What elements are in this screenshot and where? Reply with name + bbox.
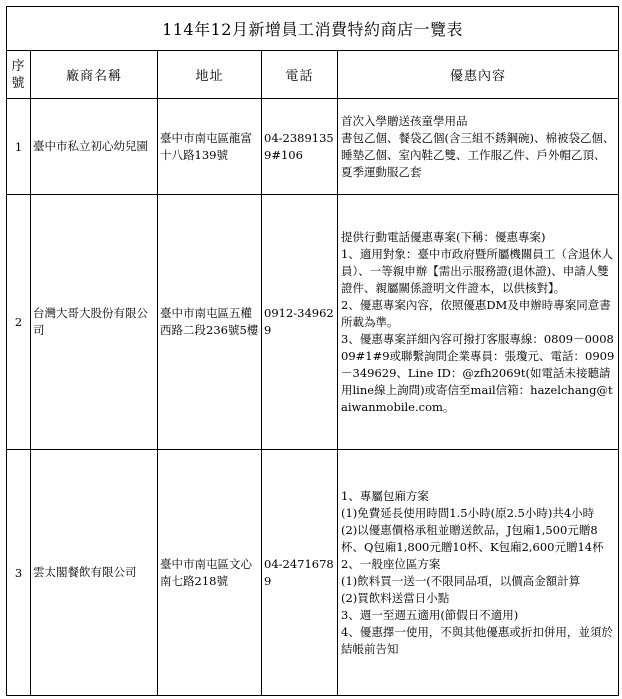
header-offer: 優惠內容 [338,51,619,99]
header-row [7,51,619,99]
row-address: 臺中市南屯區五權西路二段236號5樓 [158,195,262,450]
offer-line: 2、優惠專案內容，依照優惠DM及申辦時專案同意書所載為準。 [341,297,611,329]
row-name: 雲太閣餐飲有限公司 [31,450,158,696]
header-no [7,51,31,99]
offer-line: 3、優惠專案詳細內容可撥打客服專線：0809－000809#1#9或聯繫詢問企業專員：張瓊元、電話：0909－349629、Line ID：@zfh2069t(如電話未接聽請用line線上詢問)或寄信至mail信箱：hazelchang@taiwanmobile.com。 [341,331,615,414]
header-no-label: 序號 [11,58,26,91]
row-no: 1 [7,99,31,195]
table-row [7,450,619,696]
table-row [7,195,619,450]
document-title: 114年12月新增員工消費特約商店一覽表 [7,7,619,51]
row-address: 臺中市南屯區文心南七路218號 [158,450,262,696]
offer-line: 首次入學贈送孩童學用品 [341,113,468,128]
row-offer [338,195,619,450]
row-phone: 04-23891359#106 [262,99,338,195]
merchant-list-document [6,6,618,696]
row-offer [338,99,619,195]
header-address: 地址 [158,51,262,99]
row-phone: 04-24716789 [262,450,338,696]
offer-line: 1、專屬包廂方案 [341,488,429,503]
row-name: 臺中市私立初心幼兒園 [31,99,158,195]
row-phone: 0912-349629 [262,195,338,450]
row-offer [338,450,619,696]
table-row [7,99,619,195]
offer-line: 4、優惠擇一使用，不與其他優惠或折扣併用，並須於結帳前告知 [341,624,613,656]
offer-line: 3、週一至週五適用(節假日不適用) [341,607,519,622]
row-no: 3 [7,450,31,696]
offer-line: 書包乙個、餐袋乙個(含三組不銹鋼碗)、棉被袋乙個、睡墊乙個、室內鞋乙雙、工作服乙件、戶外帽乙頂、夏季運動服乙套 [341,130,615,179]
offer-line: 提供行動電話優惠專案(下稱：優惠專案) [341,229,546,244]
offer-line: (1)免費延長使用時間1.5小時(原2.5小時)共4小時 [341,505,595,520]
offer-line: 2、一般座位區方案 [341,556,441,571]
offer-line: (2)以優惠價格承租並贈送飲品，J包廂1,500元贈8杯、Q包廂1,800元贈10杯、K包廂2,600元贈14杯 [341,522,604,554]
row-name: 台灣大哥大股份有限公司 [31,195,158,450]
offer-line: (2)買飲料送當日小點 [341,590,450,605]
row-no: 2 [7,195,31,450]
header-phone: 電話 [262,51,338,99]
header-name: 廠商名稱 [31,51,158,99]
offer-line: 1、適用對象：臺中市政府暨所屬機關員工（含退休人員）、一等親申辦【需出示服務證(退休證)、申請人雙證件、親屬關係證明文件證本，以供核對】。 [341,246,613,295]
offer-line: (1)飲料買一送一(不限同品項，以價高金額計算 [341,573,581,588]
merchant-table [6,6,619,696]
row-address: 臺中市南屯區龍富十八路139號 [158,99,262,195]
